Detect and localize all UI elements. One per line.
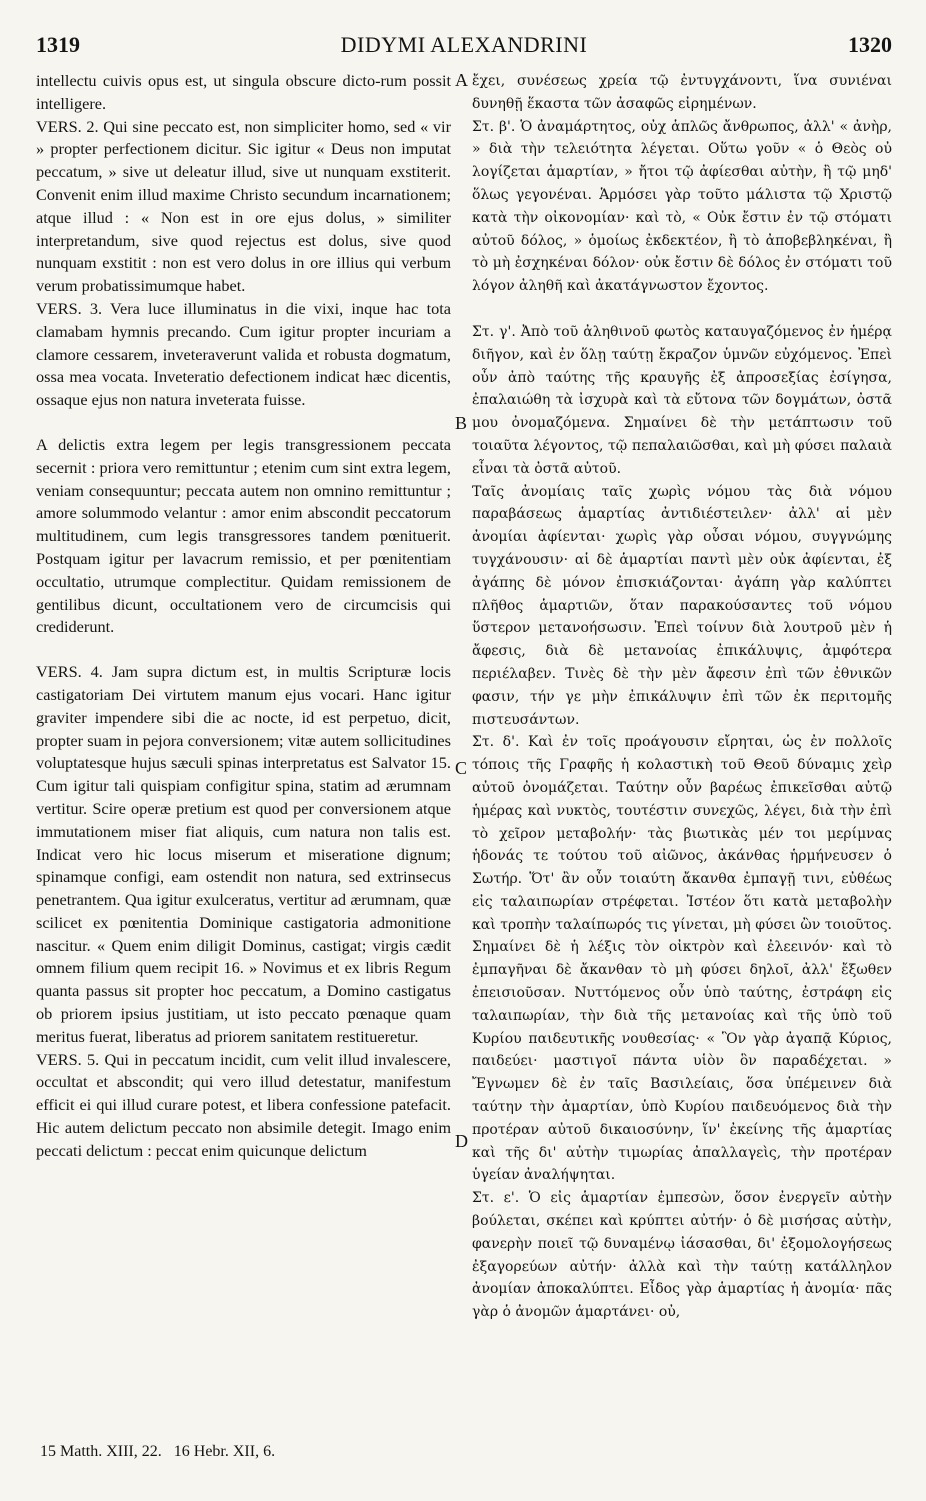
margin-marker-c: C [455, 758, 468, 778]
page-header [36, 32, 892, 60]
latin-paragraph: A delictis extra legem per legis transgressionem peccata secernit : priora vero remittuntur ; etenim cum sint extra legem, veniam consequuntur; peccata autem non omnino remittuntur ; amore solummodo velantur : amor enim abscondit peccatorum multitudinem, cum legis transgressores tandem pœnituerit. Postquam igitur per lavacrum remissio, et per pœnitentiam occultatio, utrumque complectitur. Quidam remissionem de gentilibus dicunt, occultationem vero de circumcisis qui crediderunt. [36, 434, 451, 637]
page-number-left: 1319 [36, 32, 80, 57]
greek-paragraph: Στ. β'. Ὁ ἀναμάρτητος, οὐχ ἁπλῶς ἄνθρωπος, ἀλλ' « ἀνὴρ, » διὰ τὴν τελειότητα λέγεται. Οὕτω γοῦν « ὁ Θεὸς οὐ λογίζεται ἁμαρτίαν, » ἤτοι τῷ ἀφίεσθαι αὐτὴν, ἢ τῷ μηδ' ὅλως γεγονέναι. Ἁρμόσει γὰρ τοῦτο μάλιστα τῷ Χριστῷ κατὰ τὴν οἰκονομίαν· καὶ τὸ, « Οὐκ ἔστιν ἐν τῷ στόματι αὐτοῦ δόλος, » ὁμοίως ἐκδεκτέον, ἢ τὸ ἀποβεβληκέναι, ἢ τὸ μὴ ἐσχηκέναι δόλον· οὐκ ἔστιν δὲ δόλος ἐν στόματι τοῦ λόγον ἀληθῆ καὶ ἀκατάγνωστον ἔχοντος. [472, 118, 892, 295]
margin-marker-d: D [455, 1131, 468, 1151]
latin-column [36, 70, 451, 1163]
greek-column [472, 70, 892, 1324]
greek-paragraph: Στ. δ'. Καὶ ἐν τοῖς προάγουσιν εἴρηται, ὡς ἐν πολλοῖς τόποις τῆς Γραφῆς ἡ κολαστικὴ τοῦ Θεοῦ δύναμις χεὶρ αὐτοῦ ὀνομάζεται. Ταύτην οὖν βαρέως ἐπικεῖσθαι αὐτῷ ἡμέρας καὶ νυκτὸς, τουτέστιν συνεχῶς, λέγει, διὰ τὴν ἐπὶ τὸ χεῖρον μεταβολήν· τὰς βιωτικὰς μέν τοι μερίμνας ἡδονάς τε τούτου τοῦ αἰῶνος, ἀκάνθας ἡρμήνευσεν ὁ Σωτήρ. Ὅτ' ἂν οὖν τοιαύτη ἄκανθα ἐμπαγῇ τινι, εὐθέως εἰς ταλαιπωρίαν στρέφεται. Ἰστέον ὅτι κατὰ μεταβολὴν καὶ τροπὴν ταλαίπωρός τις γίνεται, μὴ φύσει ὢν τοιοῦτος. Σημαίνει δὲ ἡ λέξις τὸν οἰκτρὸν καὶ ἐλεεινόν· καὶ τὸ ἐμπαγῆναι δὲ ἄκανθαν τὸ μὴ φύσει δηλοῖ, ἀλλ' ἔξωθεν ἐπεισιοῦσαν. Νυττόμενος οὖν ὑπὸ ταύτης, ἐστράφη εἰς ταλαιπωρίαν, τὴν διὰ τῆς μετανοίας καὶ τῆς ὑπὸ τοῦ Κυρίου παιδευτικῆς νουθεσίας· « Ὃν γὰρ ἀγαπᾷ Κύριος, παιδεύει· μαστιγοῖ πάντα υἱὸν ὃν παραδέχεται. » Ἔγνωμεν δὲ ἐν ταῖς Βασιλείαις, ὅσα ὑπέμεινεν διὰ ταύτην τὴν ἁμαρτίαν, ὑπὸ Κυρίου παιδευόμενος διὰ τὴν προτέραν αὐτοῦ δικαιοσύνην, ἵν' ἐκείνης τῆς ἁμαρτίας καὶ τῆς δι' αὐτὴν τιμωρίας ἀπαλλαγεὶς, τὴν προτέραν ὑγείαν ἀναλήψηται. [472, 734, 892, 1184]
margin-marker-b: B [455, 413, 468, 433]
running-title: DIDYMI ALEXANDRINI [340, 32, 588, 57]
footnote-16: 16 Hebr. XII, 6. [173, 1443, 276, 1460]
latin-paragraph: VERS. 3. Vera luce illuminatus in die vixi, inque hac tota clamabam hymnis precando. Cum igitur propter incuriam a clamore cessarem, inveteraverunt valida et robusta dogmatum, ossa mea vocata. Inveteratio defectionem indicat hæc dicentis, ossaque ejus non natura inveterata fuisse. [36, 298, 451, 410]
footnote-15: 15 Matth. XIII, 22. [40, 1443, 162, 1460]
footnotes [40, 1443, 275, 1461]
page-number-right: 1320 [848, 32, 892, 57]
latin-paragraph: intellectu cuivis opus est, ut singula obscure dicto-rum possit intelligere. [36, 71, 451, 113]
greek-paragraph: Στ. γ'. Ἀπὸ τοῦ ἀληθινοῦ φωτὸς καταυγαζόμενος ἐν ἡμέρᾳ διῆγον, καὶ ἐν ὅλῃ ταύτῃ ἔκραζον ὑμνῶν εὐχόμενος. Ἐπεὶ οὖν ἀπὸ ταύτης τῆς κραυγῆς ἐξ ἀπροσεξίας ἐσίγησα, ἐπαλαιώθη τὰ ἰσχυρὰ καὶ τὰ εὔτονα τῶν δογμάτων, ὀστᾶ μου ὀνομαζόμενα. Σημαίνει δὲ τὴν μετάπτωσιν τοῦ τοιαῦτα λέγοντος, τῷ πεπαλαιῶσθαι, καὶ μὴ φύσει παλαιὰ εἶναι τὰ ὀστᾶ αὐτοῦ. [472, 323, 892, 477]
greek-paragraph: Στ. ε'. Ὁ εἰς ἁμαρτίαν ἐμπεσὼν, ὅσον ἐνεργεῖν αὐτὴν βούλεται, σκέπει καὶ κρύπτει αὐτήν· ὁ δὲ μισήσας αὐτὴν, φανερὴν ποιεῖ τῷ δυναμένῳ ἰάσασθαι, δι' ἐξομολογήσεως ἐξαγορεύων αὐτήν· ἀλλὰ καὶ τὴν ταύτῃ κατάλληλον ἀνομίαν ἀποκαλύπτει. Εἶδος γὰρ ἁμαρτίας ἡ ἀνομία· πᾶς γὰρ ὁ ἀνομῶν ἁμαρτάνει· οὐ, [472, 1190, 892, 1321]
margin-marker-a: A [455, 70, 468, 90]
latin-paragraph: VERS. 4. Jam supra dictum est, in multis Scripturæ locis castigatoriam Dei virtutem manum ejus vocari. Hanc igitur graviter impendere sibi die ac nocte, id est perpetuo, dicit, propter suam in pejora conversionem; vitæ autem sollicitudines voluptatesque hujus sæculi spinas interpretatus est Salvator 15. Cum igitur tali quispiam configitur spina, statim ad ærumnam vertitur. Scire operæ pretium est quod per conversionem atque immutationem miser fiat aliquis, cum natura non talis est. Indicat vero hic locus miserum et miseratione dignum; spinamque configi, eam ostendit non natura, sed extrinsecus penetrantem. Qua igitur exulceratus, vertitur ad ærumnam, quæ scilicet ex pœnitentia Dominique castigatoria admonitione nascitur. « Quem enim diligit Dominus, castigat; virgis cædit omnem filium quem recipit 16. » Novimus et ex libris Regum quanta passus sit propter hoc peccatum, a Domino castigatus ob priorem ipsius justitiam, ut isto peccato pœnaque quam meritus fuerat, liberatus ad priorem sanitatem restitueretur. [36, 662, 451, 1046]
latin-paragraph: VERS. 5. Qui in peccatum incidit, cum velit illud invalescere, occultat et abscondit; qui vero illud detestatur, manifestum efficit ei qui illud curare potest, et libera confessione patefacit. Hic autem delictum peccato non absimile detegit. Imago enim peccati delictum : peccat enim quicunque delictum [36, 1049, 451, 1160]
greek-paragraph: ἔχει, συνέσεως χρεία τῷ ἐντυγχάνοντι, ἵνα συνιέναι δυνηθῇ ἕκαστα τῶν ἀσαφῶς εἰρημένων. [472, 73, 892, 112]
latin-paragraph: VERS. 2. Qui sine peccato est, non simpliciter homo, sed « vir » propter perfectionem dicitur. Sic igitur « Deus non imputat peccatum, » sive ut deleatur illud, sive ut nunquam exstiterit. Convenit enim illud maxime Christo secundum incarnationem; atque illud : « Non est in ore ejus dolus, » similiter interpretandum, sive quod rejectus est dolus, sive quod nunquam exstitit : non est vero dolus in ore illius qui verbum verum probatissimumque habet. [36, 116, 451, 296]
greek-paragraph: Ταῖς ἀνομίαις ταῖς χωρὶς νόμου τὰς διὰ νόμου παραβάσεως ἁμαρτίας ἀντιδιέστειλεν· ἀλλ' αἱ μὲν ἀνομίαι ἀφίενται· χωρὶς γὰρ οὖσαι νόμου, συγγνώμης τυγχάνουσιν· αἱ δὲ ἁμαρτίαι παντὶ μὲν οὐκ ἀφίενται, ἐξ ἀγάπης δὲ μόνον ἐπισκιάζονται· ἀγάπη γὰρ καλύπτει πλῆθος ἁμαρτιῶν, ὅταν παρακούσαντες τοῦ νόμου ὕστερον μετανοήσωσιν. Ἐπεὶ τοίνυν διὰ λουτροῦ μὲν ἡ ἄφεσις, διὰ δὲ μετανοίας ἐπικάλυψις, ἀμφότερα περιέλαβεν. Τινὲς δὲ τὴν μὲν ἄφεσιν ἐπὶ τῶν ἐθνικῶν φασιν, τήν γε μὴν ἐπικάλυψιν ἐπὶ τῶν ἐκ περιτομῆς πιστευσάντων. [472, 483, 892, 728]
